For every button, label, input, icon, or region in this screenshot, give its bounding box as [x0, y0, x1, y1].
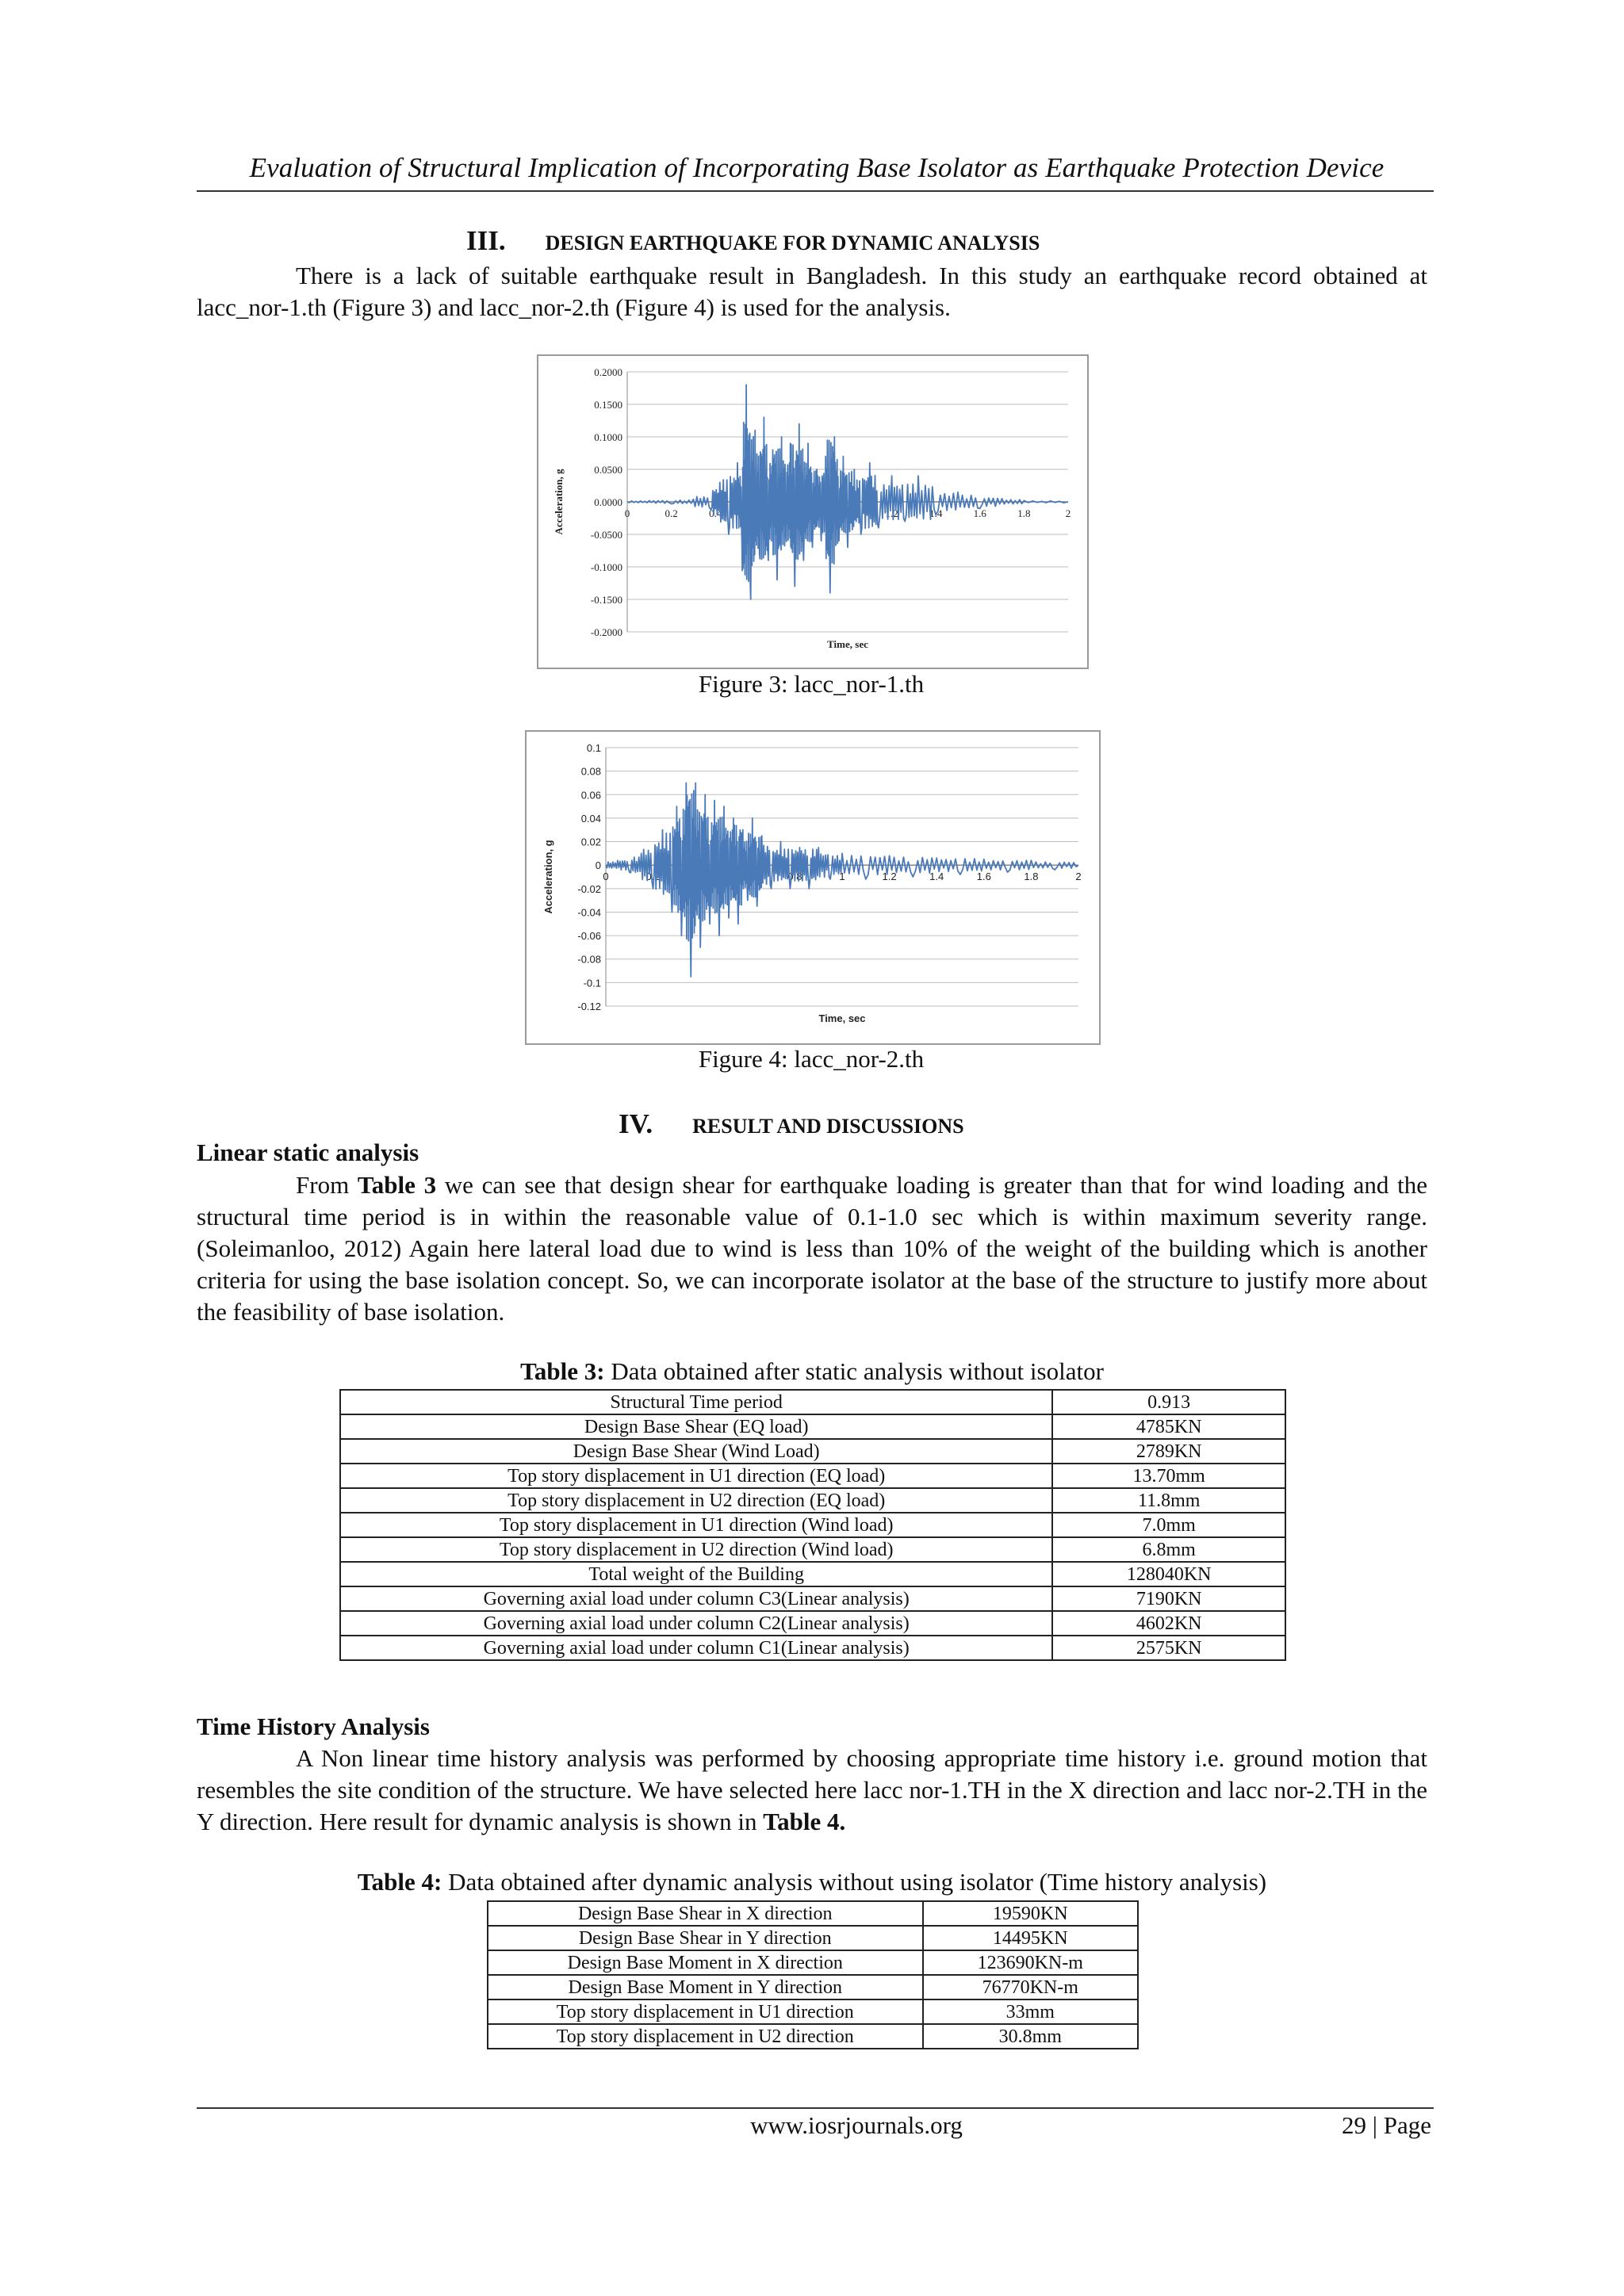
figure-3-caption: Figure 3: lacc_nor-1.th	[698, 670, 925, 698]
x-tick-label: 0.2	[645, 871, 661, 883]
y-tick-label: 0.08	[580, 765, 601, 778]
section-3-paragraph-text: There is a lack of suitable earthquake result in Bangladesh. In this study an earthquake record obtained at lacc_nor-1.th (Figure 3) and lacc_nor-2.th (Figure 4) is used for the analysis.	[197, 262, 1427, 321]
y-axis-title: Acceleration, g	[553, 469, 565, 535]
table-row	[340, 1390, 1285, 1414]
table-row	[340, 1414, 1285, 1439]
table-cell-parameter: Top story displacement in U1 direction (Wind load)	[340, 1513, 1052, 1537]
table-4-caption	[238, 1868, 1386, 1896]
table-cell-value: 14495KN	[923, 1926, 1138, 1950]
figure-4-chart	[527, 732, 1099, 1043]
x-tick-label: 1.4	[929, 871, 944, 883]
x-tick-label: 2	[1075, 871, 1082, 883]
y-tick-label: -0.04	[577, 906, 601, 919]
y-tick-label: 0.1000	[594, 431, 622, 443]
table-cell-value: 19590KN	[923, 1901, 1138, 1926]
figure-3-chart	[538, 356, 1087, 668]
table-cell-parameter: Top story displacement in U1 direction	[488, 1999, 923, 2024]
x-tick-label: 1.6	[976, 871, 991, 883]
table-cell-parameter: Design Base Moment in X direction	[488, 1950, 923, 1975]
x-tick-label: 1	[839, 871, 845, 883]
table-cell-parameter: Design Base Shear (Wind Load)	[340, 1439, 1052, 1464]
x-tick-label: 0.8	[787, 871, 802, 883]
running-header: Evaluation of Structural Implication of Incorporating Base Isolator as Earthquake Protection Device	[249, 152, 1385, 183]
footer-rule	[197, 2107, 1434, 2109]
x-axis-title: Time, sec	[827, 638, 868, 650]
table-cell-parameter: Top story displacement in U1 direction (EQ load)	[340, 1464, 1052, 1488]
table-4-reference: Table 4.	[763, 1808, 846, 1835]
table-3-caption-label: Table 3:	[520, 1357, 605, 1385]
time-history-paragraph	[197, 1743, 1427, 1838]
y-tick-label: 0.1500	[594, 399, 622, 411]
linear-rest: we can see that design shear for earthquake loading is greater than that for wind loading and the structural time period is in within the reasonable value of 0.1-1.0 sec which is within maximum severity range. (Soleimanloo, 2012) Again here lateral load due to wind is less than 10% of the weight of the building which is another criteria for using the base isolation concept. So, we can incorporate isolator at the base of the structure to justify more about the feasibility of base isolation.	[197, 1171, 1428, 1326]
table-cell-value: 76770KN-m	[923, 1975, 1138, 1999]
table-cell-parameter: Top story displacement in U2 direction (EQ load)	[340, 1488, 1052, 1513]
section-3-title: DESIGN EARTHQUAKE FOR DYNAMIC ANALYSIS	[545, 232, 1040, 254]
table-row	[340, 1439, 1285, 1464]
table-row	[340, 1464, 1285, 1488]
y-tick-label: 0.0000	[594, 496, 622, 508]
y-axis-title: Acceleration, g	[542, 840, 554, 914]
table-cell-value: 4785KN	[1052, 1414, 1285, 1439]
linear-from: From	[296, 1171, 350, 1199]
table-row	[488, 1999, 1138, 2024]
x-tick-label: 0.8	[797, 507, 810, 519]
y-tick-label: 0	[595, 859, 601, 872]
table-cell-value: 2575KN	[1052, 1636, 1285, 1660]
section-4-title: RESULT AND DISCUSSIONS	[692, 1115, 964, 1138]
linear-static-heading: Linear static analysis	[197, 1138, 419, 1166]
x-tick-label: 1.2	[885, 507, 898, 519]
y-tick-label: -0.1	[583, 977, 601, 989]
y-tick-label: 0.02	[580, 836, 601, 848]
table-cell-value: 33mm	[923, 1999, 1138, 2024]
y-tick-label: -0.08	[577, 953, 601, 966]
x-tick-label: 0.4	[709, 507, 722, 519]
table-cell-value: 11.8mm	[1052, 1488, 1285, 1513]
x-tick-label: 0	[603, 871, 609, 883]
section-3-number: III.	[466, 225, 506, 256]
table-4	[487, 1900, 1139, 2049]
y-tick-label: -0.1500	[590, 594, 622, 606]
table-4-caption-label: Table 4:	[357, 1868, 442, 1896]
linear-static-paragraph	[197, 1169, 1427, 1328]
table-cell-parameter: Structural Time period	[340, 1390, 1052, 1414]
table-cell-parameter: Governing axial load under column C2(Linear analysis)	[340, 1611, 1052, 1636]
y-tick-label: 0.06	[580, 789, 601, 802]
x-axis-title: Time, sec	[818, 1012, 866, 1024]
table-3-caption-text: Data obtained after static analysis without isolator	[611, 1357, 1104, 1385]
table-cell-parameter: Top story displacement in U2 direction	[488, 2024, 923, 2049]
table-cell-parameter: Governing axial load under column C1(Linear analysis)	[340, 1636, 1052, 1660]
x-tick-label: 1.4	[929, 507, 943, 519]
section-4-heading	[619, 1108, 964, 1140]
x-tick-label: 1.8	[1024, 871, 1039, 883]
x-tick-label: 1.2	[882, 871, 897, 883]
time-history-text: A Non linear time history analysis was performed by choosing appropriate time history i.e. ground motion that resembles the site condition of the structure. We have selected here lacc nor-1.TH in the X direction and lacc nor-2.TH in the Y direction. Here result for dynamic analysis is shown in	[197, 1744, 1427, 1835]
table-row	[488, 1950, 1138, 1975]
table-cell-parameter: Governing axial load under column C3(Linear analysis)	[340, 1586, 1052, 1611]
table-row	[488, 2024, 1138, 2049]
time-history-heading: Time History Analysis	[197, 1712, 430, 1740]
table-cell-value: 0.913	[1052, 1390, 1285, 1414]
table-cell-value: 6.8mm	[1052, 1537, 1285, 1562]
y-tick-label: -0.12	[577, 1001, 601, 1012]
table-cell-parameter: Design Base Moment in Y direction	[488, 1975, 923, 1999]
section-3-paragraph	[197, 260, 1427, 323]
section-4-number: IV.	[619, 1108, 653, 1139]
y-tick-label: 0.04	[580, 812, 601, 825]
table-row	[340, 1537, 1285, 1562]
figure-3-frame	[537, 354, 1089, 669]
x-tick-label: 2	[1065, 507, 1071, 519]
table-cell-parameter: Design Base Shear in X direction	[488, 1901, 923, 1926]
x-tick-label: 0.6	[740, 871, 755, 883]
table-3	[339, 1389, 1286, 1661]
x-tick-label: 0.2	[665, 507, 678, 519]
table-row	[340, 1488, 1285, 1513]
table-cell-value: 7.0mm	[1052, 1513, 1285, 1537]
table-cell-value: 4602KN	[1052, 1611, 1285, 1636]
x-tick-label: 0	[624, 507, 630, 519]
figure-4-frame	[525, 730, 1101, 1045]
footer-site: www.iosrjournals.org	[750, 2111, 963, 2139]
table-cell-parameter: Design Base Shear (EQ load)	[340, 1414, 1052, 1439]
y-tick-label: 0.1	[586, 742, 601, 754]
table-cell-value: 2789KN	[1052, 1439, 1285, 1464]
y-tick-label: -0.0500	[590, 529, 622, 541]
table-row	[488, 1926, 1138, 1950]
table-row	[488, 1975, 1138, 1999]
y-tick-label: -0.02	[577, 882, 601, 895]
table-3-caption	[339, 1357, 1285, 1386]
table-cell-value: 128040KN	[1052, 1562, 1285, 1586]
table-row	[340, 1586, 1285, 1611]
section-3-heading	[466, 225, 1040, 257]
y-tick-label: -0.06	[577, 930, 601, 943]
table-cell-parameter: Total weight of the Building	[340, 1562, 1052, 1586]
table-cell-value: 123690KN-m	[923, 1950, 1138, 1975]
y-tick-label: -0.1000	[590, 561, 622, 573]
table-cell-parameter: Design Base Shear in Y direction	[488, 1926, 923, 1950]
y-tick-label: 0.0500	[594, 464, 622, 476]
table-3-reference: Table 3	[357, 1171, 437, 1199]
figure-4-caption: Figure 4: lacc_nor-2.th	[698, 1045, 925, 1073]
footer-page-number: 29 | Page	[1342, 2111, 1431, 2139]
table-row	[488, 1901, 1138, 1926]
table-row	[340, 1513, 1285, 1537]
x-tick-label: 1.6	[973, 507, 986, 519]
x-tick-label: 1.8	[1017, 507, 1031, 519]
table-row	[340, 1636, 1285, 1660]
table-cell-value: 30.8mm	[923, 2024, 1138, 2049]
x-tick-label: 1	[845, 507, 851, 519]
x-tick-label: 0.4	[693, 871, 708, 883]
y-tick-label: -0.2000	[590, 626, 622, 638]
y-tick-label: 0.2000	[594, 366, 622, 378]
table-cell-value: 7190KN	[1052, 1586, 1285, 1611]
table-4-caption-text: Data obtained after dynamic analysis without using isolator (Time history analysis)	[448, 1868, 1267, 1896]
table-row	[340, 1611, 1285, 1636]
table-cell-value: 13.70mm	[1052, 1464, 1285, 1488]
header-rule	[197, 190, 1434, 192]
x-tick-label: 0.6	[753, 507, 766, 519]
table-row	[340, 1562, 1285, 1586]
table-cell-parameter: Top story displacement in U2 direction (Wind load)	[340, 1537, 1052, 1562]
